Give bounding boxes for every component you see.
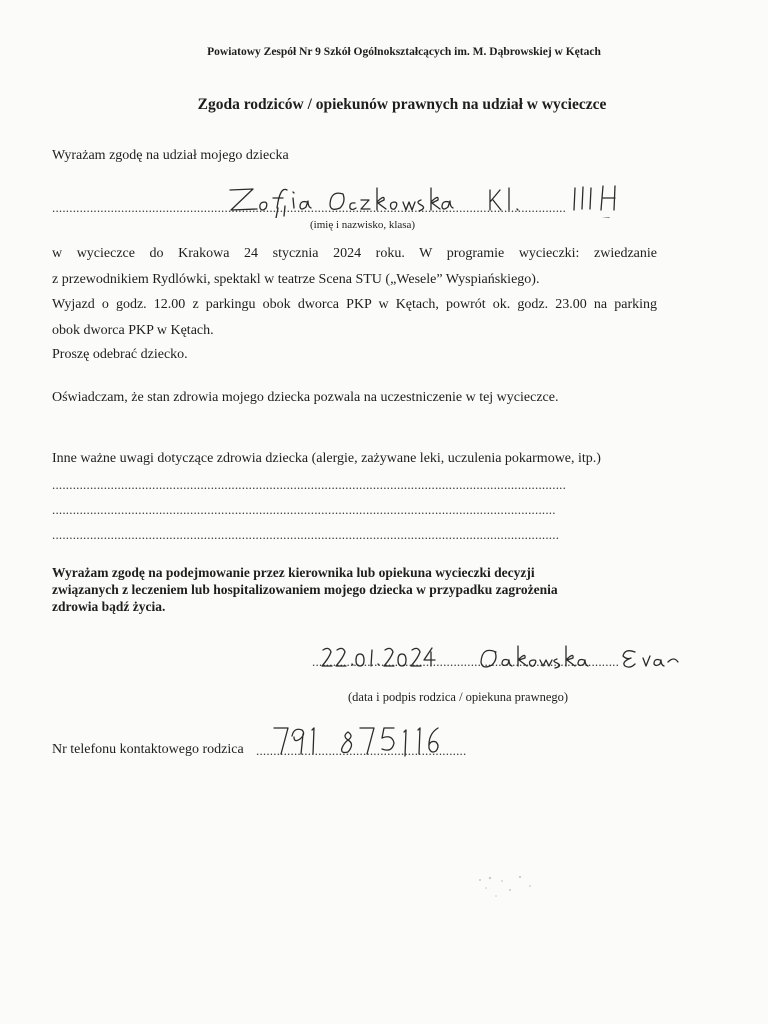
consent-intro: Wyrażam zgodę na udział mojego dziecka — [52, 148, 289, 163]
school-header: Powiatowy Zespół Nr 9 Szkół Ogólnokształcących im. M. Dąbrowskiej w Kętach — [207, 46, 601, 58]
health-notes-line-1: ..................................................................................................................................................... — [52, 477, 567, 492]
medical-consent-line-2: związanych z leczeniem lub hospitalizowaniem mojego dziecka w przypadku zagrożenia — [52, 582, 558, 597]
health-statement: Oświadczam, że stan zdrowia mojego dziecka pozwala na uczestniczenie w tej wycieczce. — [52, 390, 559, 405]
medical-consent-line-1: Wyrażam zgodę na podejmowanie przez kierownika lub opiekuna wycieczki decyzji — [52, 565, 535, 580]
health-notes-line-2: .................................................................................................................................................. — [52, 502, 556, 517]
trip-text-line-3: Wyjazd o godz. 12.00 z parkingu obok dworca PKP w Kętach, powrót ok. godz. 23.00 na parking — [52, 297, 657, 312]
child-name-handwriting — [225, 178, 625, 218]
trip-text-line-2: z przewodnikiem Rydlówki, spektakl w teatrze Scena STU („Wesele” Wyspiańskiego). — [52, 272, 540, 287]
child-name-dotted-line: ..................................................................................................................................................... — [52, 200, 567, 215]
medical-consent-line-3: zdrowia bądź życia. — [52, 599, 166, 614]
trip-text-line-5: Proszę odebrać dziecko. — [52, 347, 188, 362]
signature-dotted-line: ......................................................................................... — [312, 654, 620, 669]
trip-text-line-4: obok dworca PKP w Kętach. — [52, 323, 214, 338]
signature-caption: (data i podpis rodzica / opiekuna prawnego) — [348, 690, 569, 704]
health-notes-label: Inne ważne uwagi dotyczące zdrowia dziecka (alergie, zażywane leki, uczulenia pokarmowe, itp.) — [52, 451, 601, 466]
health-notes-line-3: ................................................................................................................................................... — [52, 527, 560, 542]
phone-label: Nr telefonu kontaktowego rodzica — [52, 742, 244, 757]
child-name-caption: (imię i nazwisko, klasa) — [310, 219, 416, 231]
phone-handwriting — [270, 722, 460, 758]
trip-text-line-1: w wycieczce do Krakowa 24 stycznia 2024 roku. W programie wycieczki: zwiedzanie — [52, 246, 657, 261]
phone-dotted-line: ............................................................. — [256, 743, 467, 758]
scan-artifact — [470, 874, 540, 909]
signature-handwriting — [310, 638, 690, 678]
form-title: Zgoda rodziców / opiekunów prawnych na udział w wycieczce — [197, 96, 607, 113]
